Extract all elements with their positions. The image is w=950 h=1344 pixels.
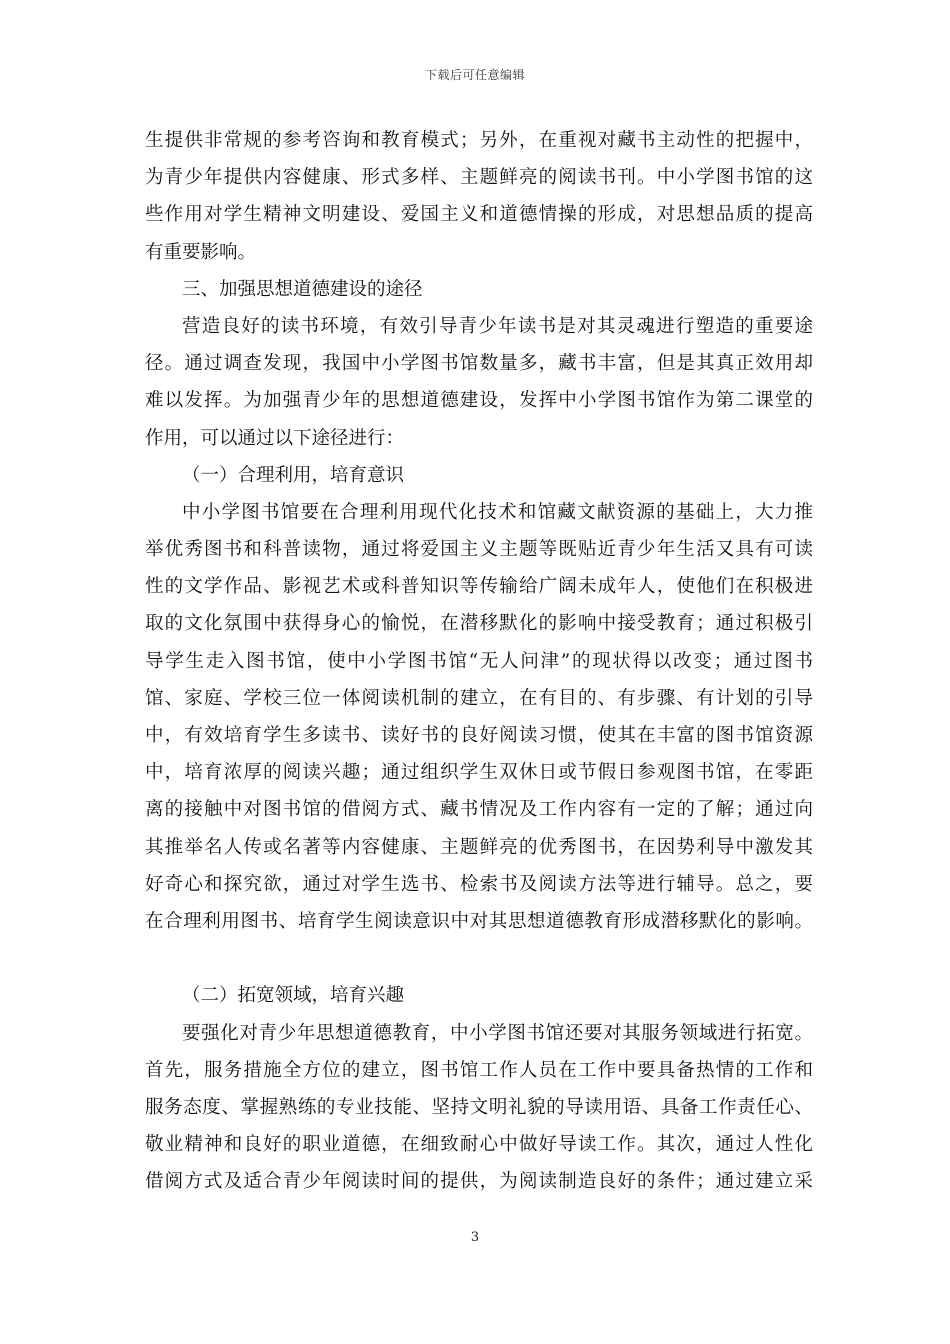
text-line: 为青少年提供内容健康、形式多样、主题鲜亮的阅读书刊。中小学图书馆的这 bbox=[145, 167, 813, 189]
page-header: 下载后可任意编辑 bbox=[424, 68, 525, 82]
text-line: 难以发挥。为加强青少年的思想道德建设，发挥中小学图书馆作为第二课堂的 bbox=[145, 390, 813, 412]
text-line: 离的接触中对图书馆的借阅方式、藏书情况及工作内容有一定的了解；通过向 bbox=[145, 799, 813, 821]
body-text bbox=[145, 122, 813, 1200]
text-line: 径。通过调查发现，我国中小学图书馆数量多，藏书丰富，但是其真正效用却 bbox=[145, 353, 813, 375]
text-line: 敬业精神和良好的职业道德，在细致耐心中做好导读工作。其次，通过人性化 bbox=[145, 1134, 813, 1156]
text-line: 服务态度、掌握熟练的专业技能、坚持文明礼貌的导读用语、具备工作责任心、 bbox=[145, 1096, 813, 1118]
text-line: 生提供非常规的参考咨询和教育模式；另外，在重视对藏书主动性的把握中， bbox=[145, 130, 813, 151]
text-line: 营造良好的读书环境，有效引导青少年读书是对其灵魂进行塑造的重要途 bbox=[182, 315, 813, 337]
text-line: 馆、家庭、学校三位一体阅读机制的建立，在有目的、有步骤、有计划的引导 bbox=[145, 687, 813, 709]
subsection-heading: （二）拓宽领域，培育兴趣 bbox=[182, 985, 405, 1007]
text-line: 作用，可以通过以下途径进行： bbox=[145, 427, 405, 449]
text-line: 有重要影响。 bbox=[145, 241, 257, 263]
text-line: 中，培育浓厚的阅读兴趣；通过组织学生双休日或节假日参观图书馆，在零距 bbox=[145, 762, 813, 784]
subsection-heading: （一）合理利用，培育意识 bbox=[182, 464, 405, 486]
text-line: 导学生走入图书馆，使中小学图书馆“无人问津”的现状得以改变；通过图书 bbox=[145, 650, 813, 672]
text-line: 性的文学作品、影视艺术或科普知识等传输给广阔未成年人，使他们在积极进 bbox=[145, 576, 813, 598]
text-line: 举优秀图书和科普读物，通过将爱国主义主题等既贴近青少年生活又具有可读 bbox=[145, 539, 813, 561]
text-line: 借阅方式及适合青少年阅读时间的提供，为阅读制造良好的条件；通过建立采 bbox=[145, 1171, 813, 1193]
text-line: 要强化对青少年思想道德教育，中小学图书馆还要对其服务领域进行拓宽。 bbox=[182, 1022, 813, 1044]
text-line: 首先，服务措施全方位的建立，图书馆工作人员在工作中要具备热情的工作和 bbox=[145, 1059, 813, 1081]
paragraph-gap bbox=[145, 940, 813, 977]
page-number: 3 bbox=[470, 1230, 480, 1245]
text-line: 在合理利用图书、培育学生阅读意识中对其思想道德教育形成潜移默化的影响。 bbox=[145, 910, 813, 932]
text-line: 中，有效培育学生多读书、读好书的良好阅读习惯，使其在丰富的图书馆资源 bbox=[145, 725, 813, 746]
text-line: 其推举名人传或名著等内容健康、主题鲜亮的优秀图书，在因势利导中激发其 bbox=[145, 836, 813, 858]
text-line: 中小学图书馆要在合理利用现代化技术和馆藏文献资源的基础上，大力推 bbox=[182, 501, 813, 523]
section-heading: 三、加强思想道德建设的途径 bbox=[182, 278, 423, 300]
text-line: 些作用对学生精神文明建设、爱国主义和道德情操的形成，对思想品质的提高 bbox=[145, 204, 813, 226]
text-line: 取的文化氛围中获得身心的愉悦，在潜移默化的影响中接受教育；通过积极引 bbox=[145, 613, 813, 635]
text-line: 好奇心和探究欲，通过对学生选书、检索书及阅读方法等进行辅导。总之，要 bbox=[145, 873, 813, 895]
